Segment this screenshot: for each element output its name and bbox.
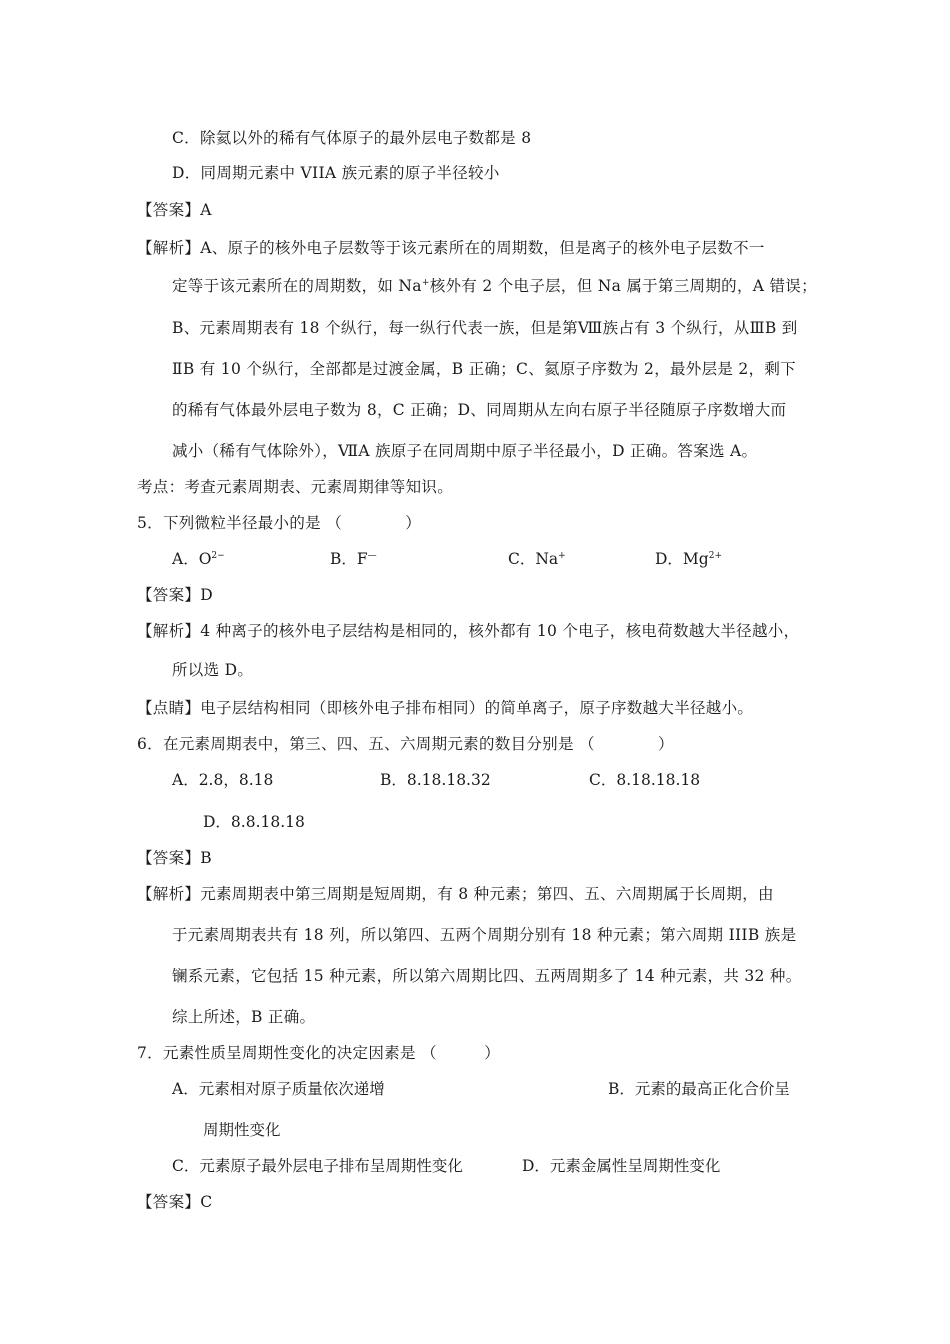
q4-analysis-line-4: ⅡB 有 10 个纵行，全部都是过渡金属，B 正确；C、氦原子序数为 2，最外层是 2，剩下: [172, 360, 796, 378]
q5-analysis-line-2: 所以选 D。: [172, 661, 254, 679]
q6-option-b: B．8.18.18.32: [380, 771, 491, 789]
q7-option-b-continued: 周期性变化: [203, 1121, 281, 1139]
q4-kaodian: 考点：考查元素周期表、元素周期律等知识。: [137, 478, 454, 496]
q5-stem: 5．下列微粒半径最小的是 （ ）: [137, 514, 421, 532]
q7-option-b: B．元素的最高正化合价呈: [608, 1080, 790, 1098]
q4-analysis-line-2: 定等于该元素所在的周期数，如 Na+核外有 2 个电子层，但 Na 属于第三周期的，A 错误；: [172, 277, 817, 295]
q4-analysis-line-6: 减小（稀有气体除外），ⅦA 族原子在同周期中原子半径最小，D 正确。答案选 A。: [172, 442, 758, 460]
q5-option-c: C．Na+: [508, 550, 566, 568]
q4-analysis-line-1: 【解析】A、原子的核外电子层数等于该元素所在的周期数，但是离子的核外电子层数不一: [137, 239, 765, 257]
q5-option-b: B．F—: [330, 550, 377, 568]
q6-analysis-line-2: 于元素周期表共有 18 列，所以第四、五两个周期分别有 18 种元素；第六周期 IIIB 族是: [172, 926, 797, 944]
q6-option-d: D．8.8.18.18: [203, 813, 305, 831]
q7-option-d: D．元素金属性呈周期性变化: [522, 1157, 721, 1175]
q4-analysis-line-3: B、元素周期表有 18 个纵行，每一纵行代表一族，但是第Ⅷ族占有 3 个纵行，从ⅢB 到: [172, 319, 798, 337]
q5-analysis-line-1: 【解析】4 种离子的核外电子层结构是相同的，核外都有 10 个电子，核电荷数越大半径越小，: [137, 622, 800, 640]
q7-option-c: C．元素原子最外层电子排布呈周期性变化: [172, 1157, 463, 1175]
q4-analysis-line-5: 的稀有气体最外层电子数为 8，C 正确；D、同周期从左向右原子半径随原子序数增大而: [172, 401, 787, 419]
q5-answer: 【答案】D: [137, 586, 213, 604]
q4-option-c: C．除氦以外的稀有气体原子的最外层电子数都是 8: [172, 129, 532, 147]
q7-option-a: A．元素相对原子质量依次递增: [172, 1080, 385, 1098]
q6-answer: 【答案】B: [137, 849, 212, 867]
q7-stem: 7．元素性质呈周期性变化的决定因素是 （ ）: [137, 1044, 500, 1062]
q5-dianjing: 【点睛】电子层结构相同（即核外电子排布相同）的简单离子，原子序数越大半径越小。: [137, 699, 754, 717]
q6-option-a: A．2.8，8.18: [172, 771, 274, 789]
q6-analysis-line-4: 综上所述，B 正确。: [172, 1008, 316, 1026]
q7-answer: 【答案】C: [137, 1193, 213, 1211]
q6-analysis-line-1: 【解析】元素周期表中第三周期是短周期，有 8 种元素；第四、五、六周期属于长周期，由: [137, 885, 774, 903]
q6-analysis-line-3: 镧系元素，它包括 15 种元素，所以第六周期比四、五两周期多了 14 种元素，共 32 种。: [172, 967, 802, 985]
q6-stem: 6．在元素周期表中，第三、四、五、六周期元素的数目分别是 （ ）: [137, 735, 674, 753]
q4-option-d: D．同周期元素中 VIIA 族元素的原子半径较小: [172, 164, 500, 182]
q6-option-c: C．8.18.18.18: [589, 771, 701, 789]
q4-answer: 【答案】A: [137, 201, 212, 219]
q5-option-d: D．$Mg^{2+}$: [655, 550, 723, 568]
q5-option-a: A．$O^{2-}$: [172, 550, 225, 568]
